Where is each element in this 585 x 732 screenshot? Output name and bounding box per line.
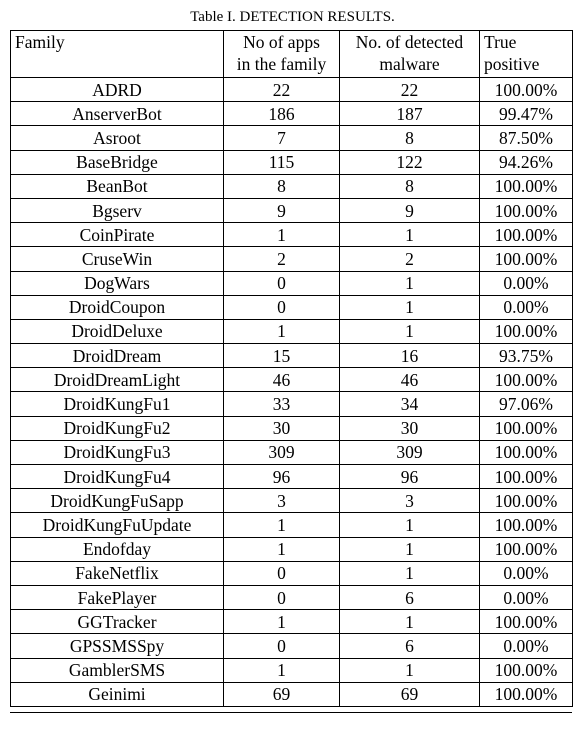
table-row xyxy=(11,561,573,585)
cell-family: GPSSMSSpy xyxy=(11,634,224,658)
cell-detected-count: 1 xyxy=(340,223,480,247)
cell-family: Bgserv xyxy=(11,198,224,222)
cell-family: DroidCoupon xyxy=(11,295,224,319)
header-tp-line2: positive xyxy=(484,54,540,74)
cell-true-positive: 100.00% xyxy=(480,610,573,634)
table-row xyxy=(11,682,573,706)
header-family xyxy=(11,31,224,78)
cell-family: DroidKungFuSapp xyxy=(11,489,224,513)
cell-family: AnserverBot xyxy=(11,102,224,126)
table-row xyxy=(11,344,573,368)
cell-detected-count: 22 xyxy=(340,78,480,102)
cell-apps-count: 115 xyxy=(224,150,340,174)
table-row xyxy=(11,198,573,222)
cell-apps-count: 96 xyxy=(224,465,340,489)
table-row xyxy=(11,513,573,537)
cell-apps-count: 69 xyxy=(224,682,340,706)
table-row xyxy=(11,610,573,634)
cell-family: ADRD xyxy=(11,78,224,102)
cell-true-positive: 100.00% xyxy=(480,465,573,489)
cell-family: DroidDeluxe xyxy=(11,319,224,343)
header-apps xyxy=(224,31,340,78)
cell-detected-count: 3 xyxy=(340,489,480,513)
table-row xyxy=(11,368,573,392)
cell-true-positive: 93.75% xyxy=(480,344,573,368)
cell-true-positive: 0.00% xyxy=(480,585,573,609)
cell-family: DroidKungFu3 xyxy=(11,440,224,464)
cell-true-positive: 100.00% xyxy=(480,223,573,247)
cell-apps-count: 15 xyxy=(224,344,340,368)
cell-family: BeanBot xyxy=(11,174,224,198)
bottom-divider xyxy=(10,712,572,713)
detection-results-table xyxy=(10,30,573,707)
table-row xyxy=(11,150,573,174)
cell-apps-count: 7 xyxy=(224,126,340,150)
table-row xyxy=(11,416,573,440)
cell-family: GGTracker xyxy=(11,610,224,634)
table-row xyxy=(11,78,573,102)
table-row xyxy=(11,126,573,150)
cell-detected-count: 16 xyxy=(340,344,480,368)
cell-detected-count: 309 xyxy=(340,440,480,464)
cell-family: Geinimi xyxy=(11,682,224,706)
cell-apps-count: 309 xyxy=(224,440,340,464)
table-row xyxy=(11,465,573,489)
table-row xyxy=(11,295,573,319)
cell-true-positive: 100.00% xyxy=(480,658,573,682)
cell-apps-count: 1 xyxy=(224,537,340,561)
cell-true-positive: 99.47% xyxy=(480,102,573,126)
cell-true-positive: 0.00% xyxy=(480,561,573,585)
header-detected-line2: malware xyxy=(379,54,440,74)
cell-detected-count: 46 xyxy=(340,368,480,392)
cell-family: DroidKungFu1 xyxy=(11,392,224,416)
cell-true-positive: 100.00% xyxy=(480,489,573,513)
cell-detected-count: 1 xyxy=(340,513,480,537)
cell-detected-count: 1 xyxy=(340,271,480,295)
cell-true-positive: 100.00% xyxy=(480,537,573,561)
header-row xyxy=(11,31,573,78)
table-row xyxy=(11,489,573,513)
cell-detected-count: 96 xyxy=(340,465,480,489)
table-caption: Table I. DETECTION RESULTS. xyxy=(190,9,395,25)
cell-family: Asroot xyxy=(11,126,224,150)
header-apps-line1: No of apps xyxy=(243,32,320,52)
cell-true-positive: 100.00% xyxy=(480,416,573,440)
cell-true-positive: 100.00% xyxy=(480,78,573,102)
table-row xyxy=(11,585,573,609)
table-row xyxy=(11,658,573,682)
table-row xyxy=(11,440,573,464)
table-row xyxy=(11,247,573,271)
cell-true-positive: 100.00% xyxy=(480,198,573,222)
cell-detected-count: 187 xyxy=(340,102,480,126)
cell-apps-count: 1 xyxy=(224,513,340,537)
cell-detected-count: 34 xyxy=(340,392,480,416)
cell-apps-count: 30 xyxy=(224,416,340,440)
cell-detected-count: 8 xyxy=(340,174,480,198)
cell-true-positive: 100.00% xyxy=(480,440,573,464)
cell-detected-count: 9 xyxy=(340,198,480,222)
cell-apps-count: 3 xyxy=(224,489,340,513)
cell-detected-count: 6 xyxy=(340,634,480,658)
table-row xyxy=(11,223,573,247)
cell-apps-count: 46 xyxy=(224,368,340,392)
cell-detected-count: 69 xyxy=(340,682,480,706)
header-detected xyxy=(340,31,480,78)
cell-apps-count: 0 xyxy=(224,295,340,319)
cell-apps-count: 8 xyxy=(224,174,340,198)
cell-apps-count: 0 xyxy=(224,634,340,658)
cell-apps-count: 1 xyxy=(224,319,340,343)
table-row xyxy=(11,319,573,343)
cell-detected-count: 30 xyxy=(340,416,480,440)
cell-apps-count: 186 xyxy=(224,102,340,126)
cell-true-positive: 100.00% xyxy=(480,682,573,706)
cell-apps-count: 1 xyxy=(224,223,340,247)
cell-family: DogWars xyxy=(11,271,224,295)
cell-family: FakeNetflix xyxy=(11,561,224,585)
cell-detected-count: 1 xyxy=(340,561,480,585)
cell-family: BaseBridge xyxy=(11,150,224,174)
cell-detected-count: 6 xyxy=(340,585,480,609)
table-row xyxy=(11,634,573,658)
cell-family: DroidKungFu2 xyxy=(11,416,224,440)
table-row xyxy=(11,102,573,126)
cell-detected-count: 1 xyxy=(340,537,480,561)
header-tp-line1: True xyxy=(484,32,517,52)
cell-apps-count: 0 xyxy=(224,561,340,585)
header-true-positive xyxy=(480,31,573,78)
cell-apps-count: 2 xyxy=(224,247,340,271)
table-row xyxy=(11,537,573,561)
cell-detected-count: 122 xyxy=(340,150,480,174)
cell-apps-count: 33 xyxy=(224,392,340,416)
cell-family: GamblerSMS xyxy=(11,658,224,682)
cell-apps-count: 22 xyxy=(224,78,340,102)
cell-family: Endofday xyxy=(11,537,224,561)
cell-apps-count: 0 xyxy=(224,585,340,609)
cell-true-positive: 100.00% xyxy=(480,174,573,198)
cell-detected-count: 1 xyxy=(340,295,480,319)
cell-detected-count: 8 xyxy=(340,126,480,150)
cell-true-positive: 100.00% xyxy=(480,513,573,537)
cell-apps-count: 0 xyxy=(224,271,340,295)
cell-true-positive: 100.00% xyxy=(480,247,573,271)
cell-apps-count: 9 xyxy=(224,198,340,222)
cell-true-positive: 0.00% xyxy=(480,295,573,319)
cell-true-positive: 97.06% xyxy=(480,392,573,416)
cell-detected-count: 1 xyxy=(340,610,480,634)
cell-family: DroidDream xyxy=(11,344,224,368)
cell-family: DroidKungFu4 xyxy=(11,465,224,489)
table-body xyxy=(11,78,573,707)
cell-true-positive: 0.00% xyxy=(480,271,573,295)
cell-true-positive: 100.00% xyxy=(480,368,573,392)
header-apps-line2: in the family xyxy=(236,54,327,74)
cell-family: CoinPirate xyxy=(11,223,224,247)
cell-family: DroidKungFuUpdate xyxy=(11,513,224,537)
cell-detected-count: 1 xyxy=(340,319,480,343)
cell-detected-count: 2 xyxy=(340,247,480,271)
cell-family: CruseWin xyxy=(11,247,224,271)
cell-detected-count: 1 xyxy=(340,658,480,682)
cell-family: DroidDreamLight xyxy=(11,368,224,392)
table-row xyxy=(11,271,573,295)
cell-true-positive: 87.50% xyxy=(480,126,573,150)
cell-true-positive: 100.00% xyxy=(480,319,573,343)
cell-apps-count: 1 xyxy=(224,658,340,682)
table-row xyxy=(11,174,573,198)
cell-true-positive: 0.00% xyxy=(480,634,573,658)
header-family-label: Family xyxy=(15,32,65,52)
cell-true-positive: 94.26% xyxy=(480,150,573,174)
table-row xyxy=(11,392,573,416)
header-detected-line1: No. of detected xyxy=(355,32,464,52)
cell-family: FakePlayer xyxy=(11,585,224,609)
cell-apps-count: 1 xyxy=(224,610,340,634)
